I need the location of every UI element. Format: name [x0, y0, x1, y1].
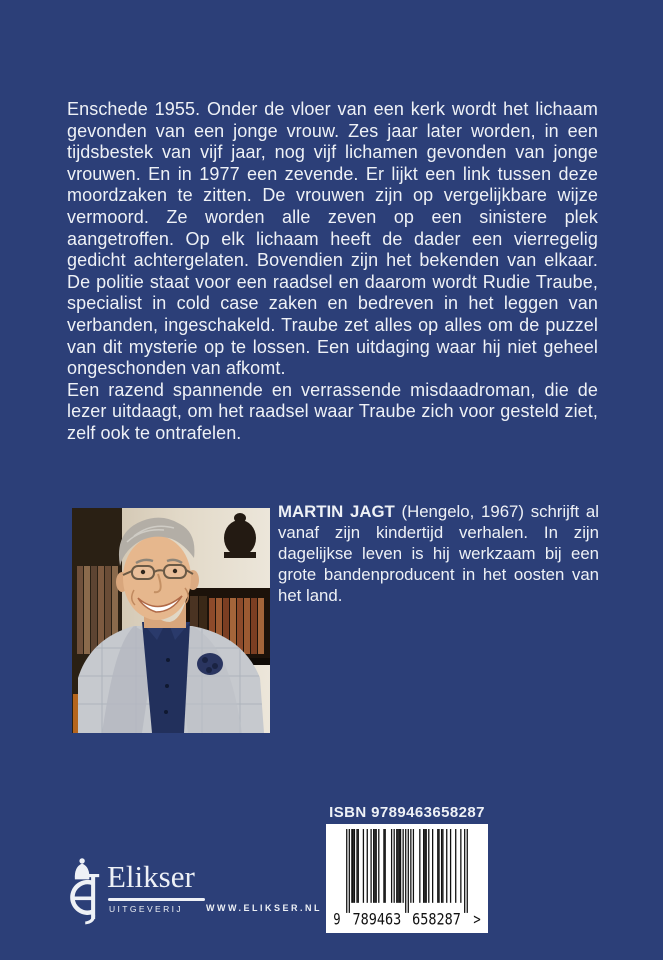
- svg-text:658287: 658287: [412, 911, 461, 928]
- svg-text:>: >: [473, 911, 481, 928]
- publisher-name: Elikser: [107, 859, 195, 894]
- author-photo-illustration: [72, 508, 270, 733]
- isbn-label: ISBN 9789463658287: [329, 804, 485, 821]
- elikser-monogram-icon: [60, 856, 106, 928]
- author-photo: [72, 508, 270, 733]
- barcode: [326, 824, 488, 933]
- wordmark-underline: [108, 898, 205, 901]
- author-name: MARTIN JAGT: [278, 502, 395, 521]
- synopsis-paragraph-2: Een razend spannende en verrassende misdaadroman, die de lezer uitdaagt, om het raadsel waar Traube zich voor gesteld ziet, zelf ook te ontrafelen.: [67, 379, 598, 443]
- barcode-svg: [332, 829, 482, 928]
- publisher-website: WWW.ELIKSER.NL: [206, 903, 322, 913]
- publisher-type: UITGEVERIJ: [109, 904, 184, 914]
- author-bio-text: (Hengelo, 1967) schrijft al vanaf zijn kindertijd verhalen. In zijn dagelijkse leven is hij werkzaam bij een grote bandenproducent in het oosten van het land.: [278, 502, 599, 605]
- svg-text:789463: 789463: [352, 911, 402, 928]
- synopsis-paragraph-1: Enschede 1955. Onder de vloer van een kerk wordt het lichaam gevonden van een jonge vrouw. Zes jaar later worden, in een tijdsbestek van vijf jaar, nog vijf lichamen gevonden van jonge vrouwen. En in 1977 een zevende. Er lijkt een link tussen deze moordzaken te zitten. De vrouwen zijn op vergelijkbare wijze vermoord. Ze worden alle zeven op een sinistere plek aangetroffen. Op elk lichaam heeft de dader een vierregelig gedicht achtergelaten. Bovendien zijn het bekenden van elkaar. De politie staat voor een raadsel en daarom wordt Rudie Traube, specialist in cold case zaken en bedreven in het leggen van verbanden, ingeschakeld. Traube zet alles op alles om de puzzel van dit mysterie op te lossen. Een uitdaging waar hij niet geheel ongeschonden van afkomt.: [67, 99, 598, 379]
- svg-text:9: 9: [333, 911, 341, 928]
- synopsis: [67, 99, 598, 445]
- author-bio: [278, 501, 599, 606]
